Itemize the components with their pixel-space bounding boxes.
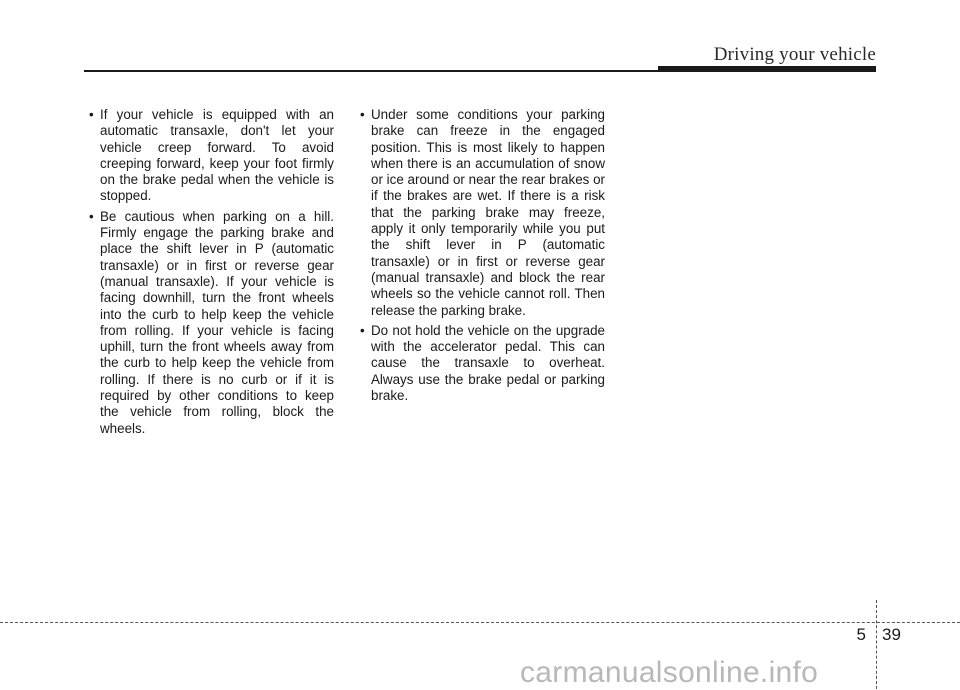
footer-divider [0, 622, 960, 623]
bullet-item: • Do not hold the vehicle on the upgrade with the accelerator pedal. This can cause the transaxle to overheat. Always use the brake pedal or parking brake. [357, 323, 605, 404]
page-number-divider [876, 600, 877, 689]
page-number: 39 [882, 625, 901, 644]
watermark: carmanualsonline.info [520, 656, 819, 689]
header-rule-thin [84, 70, 658, 72]
left-column [86, 107, 334, 441]
bullet-item: • Be cautious when parking on a hill. Firmly engage the parking brake and place the shift lever in P (automatic transaxle) or in first or reverse gear (manual transaxle). If your vehicle is facing downhill, turn the front wheels into the curb to help keep the vehicle from rolling. If your vehicle is facing uphill, turn the front wheels away from the curb to help keep the vehicle from rolling. If there is no curb or if it is required by other conditions to keep the vehicle from rolling, block the wheels. [86, 209, 334, 437]
section-title: Driving your vehicle [713, 44, 876, 65]
chapter-number: 5 [856, 625, 866, 644]
bullet-item: • Under some conditions your parking brake can freeze in the engaged position. This is most likely to happen when there is an accumulation of snow or ice around or near the rear brakes or if the brakes are wet. If there is a risk that the parking brake may freeze, apply it only temporarily while you put the shift lever in P (automatic transaxle) or in first or reverse gear (manual transaxle) and block the rear wheels so the vehicle cannot roll. Then release the parking brake. [357, 107, 605, 319]
header-rule-thick [658, 66, 876, 72]
bullet-item: • If your vehicle is equipped with an automatic transaxle, don't let your vehicle creep forward. To avoid creeping forward, keep your foot firmly on the brake pedal when the vehicle is stopped. [86, 107, 334, 205]
right-column [357, 107, 605, 408]
